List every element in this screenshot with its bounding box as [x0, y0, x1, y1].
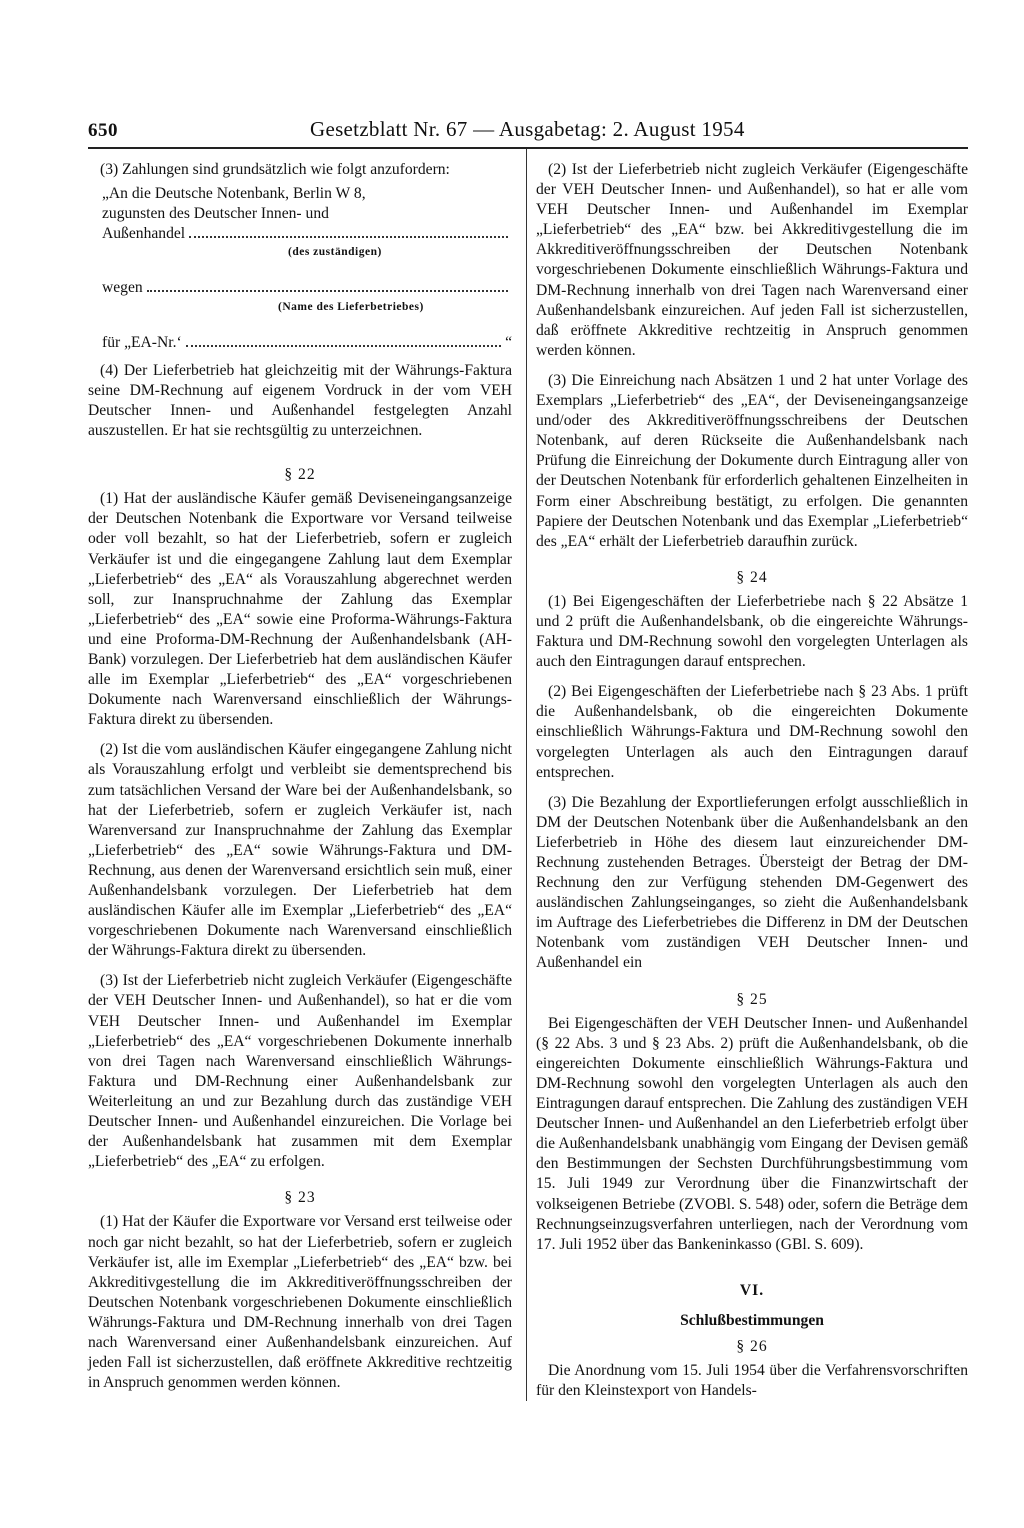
fill-dots: [189, 236, 508, 238]
form-line-2: zugunsten des Deutscher Innen- und: [102, 205, 329, 223]
section-25-paragraph-1: Bei Eigengeschäften der VEH Deutscher Innen- und Außenhandel (§ 22 Abs. 3 und § 23 Abs. 2) prüft die Außenhandelsbank, ob die eingereichten Dokumente einschließlich Währungs-Faktura und DM-Rechnung sowohl den vorgelegten Unterlagen als auch den Eintragungen darauf entsprechen. Die Zahlung des zuständigen VEH Deutscher Innen- und Außenhandel an den Lieferbetrieb erfolgt über die Außenhandelsbank unabhängig vom Eingang der Devisen gemäß den Bestimmungen der Sechsten Durchführungsbestimmung vom 15. Juli 1949 zur Verordnung über die Finanzwirtschaft der volkseigenen Betriebe (ZVOBl. S. 548) oder, sofern die Beträge dem Rechnungseinzugsverfahren unterliegen, nach der Verordnung vom 17. Juli 1952 über das Bankeninkasso (GBl. S. 609).: [536, 1014, 968, 1253]
section-23-paragraph-1: (1) Hat der Käufer die Exportware vor Versand erst teilweise oder noch gar nicht bezahlt, so hat der Lieferbetrieb, sofern er zugleich Verkäufer ist, alle im Exemplar „Lieferbetrieb“ des „EA“ bzw. bei Akkreditivgestellung die im Akkreditiveröffnungsschreiben der Deutschen Notenbank vorgeschriebenen Dokumente einschließlich Währungs-Faktura und DM-Rechnung innerhalb von drei Tagen nach Warenversand einer Außenhandelsbank einzureichen. Auf jeden Fall ist sicherzustellen, daß eröffnete Akkreditive rechtzeitig in Anspruch genommen werden können.: [88, 1213, 512, 1392]
form-closing-quote: “: [505, 333, 512, 351]
section-24-paragraph-3: (3) Die Bezahlung der Exportlieferungen erfolgt ausschließlich in DM der Deutschen Notenbank über die Außenhandelsbank an den Lieferbetrieb in Höhe des diesem laut einzureichender DM-Rechnung zustehenden Betrages. Übersteigt der Betrag der DM-Rechnung den zur Verfügung stehenden DM-Gegenwert des ausländischen Zahlungseinganges, so zieht die Außenhandelsbank im Auftrage des Lieferbetriebes die Differenz in DM der Deutschen Notenbank vom zuständigen VEH Deutscher Innen- und Außenhandel ein: [536, 793, 968, 972]
form-fill-wegen: [102, 278, 512, 298]
section-23-paragraph-3: (3) Die Einreichung nach Absätzen 1 und 2 hat unter Vorlage des Exemplars „Lieferbetrieb“ des „EA“, der Deviseneingangsanzeige und/oder des Akkreditiveröffnungsschreibens der Deutschen Notenbank, auf deren Rückseite die Außenhandelsbank nach Prüfung die Einreichung der Dokumente durch Eintragung aller von der Deutschen Notenbank für erforderlich gehaltenen Einzelheiten in Form einer Abschreibung bestätigt, zu erfolgen. Die genannten Papiere der Deutschen Notenbank und das Exemplar „Lieferbetrieb“ des „EA“ erhält der Lieferbetrieb daraufhin zurück.: [536, 371, 968, 550]
section-heading-26: § 26: [736, 1337, 768, 1355]
form-ea-label: für „EA-Nr.‘: [102, 333, 182, 351]
form-caption-company: (Name des Lieferbetriebes): [278, 300, 424, 313]
payment-form-template: [88, 184, 512, 353]
section-24-paragraph-2: (2) Bei Eigengeschäften der Lieferbetriebe nach § 23 Abs. 1 prüft die Außenhandelsbank, ob die eingereichten Dokumente einschließlich Währungs-Faktura und DM-Rechnung sowohl den vorgelegten Unterlagen als auch den Eintragungen darauf entsprechen.: [536, 683, 968, 781]
page-number: 650: [88, 120, 118, 141]
section-23-paragraph-2: (2) Ist der Lieferbetrieb nicht zugleich Verkäufer (Eigengeschäfte der VEH Deutscher Innen- und Außenhandel), so hat er alle vom VEH Deutscher Innen- und Außenhandel im Exemplar „Lieferbetrieb“ des „EA“ bzw. bei Akkreditivgestellung die im Akkreditiveröffnungsschreiben der Deutschen Notenbank vorgeschriebenen Dokumente einschließlich Währungs-Faktura und DM-Rechnung innerhalb von drei Tagen nach Warenversand einer Außenhandelsbank einzureichen. Auf jeden Fall ist sicherzustellen, daß eröffnete Akkreditive rechtzeitig in Anspruch genommen werden können.: [536, 161, 968, 359]
form-wegen-label: wegen: [102, 279, 143, 297]
section-22-paragraph-3: (3) Ist der Lieferbetrieb nicht zugleich Verkäufer (Eigengeschäfte der VEH Deutscher Innen- und Außenhandel), so hat er die vom VEH Deutscher Innen- und Außenhandel im Exemplar „Lieferbetrieb“ des „EA“ vorgeschriebenen Dokumente innerhalb von drei Tagen nach Warenversand einschließlich Währungs-Faktura und DM-Rechnung einer Außenhandelsbank zur Weiterleitung an und zur Bezahlung durch das zuständige VEH Deutscher Innen- und Außenhandel einzureichen. Die Vorlage bei der Außenhandelsbank hat zusammen mit dem Exemplar „Lieferbetrieb“ des „EA“ zu erfolgen.: [88, 972, 512, 1171]
form-fill-department: [102, 224, 512, 244]
fill-dots: [186, 345, 501, 347]
form-line-3: Außenhandel: [102, 225, 186, 243]
form-line-1: „An die Deutsche Notenbank, Berlin W 8,: [102, 185, 366, 203]
paragraph-3: (3) Zahlungen sind grundsätzlich wie folgt anzufordern:: [100, 161, 450, 178]
header-rule: [88, 147, 968, 149]
paragraph-4: (4) Der Lieferbetrieb hat gleichzeitig mit der Währungs-Faktura seine DM-Rechnung auf eigenem Vordruck in der vom VEH Deutscher Innen- und Außenhandel festgelegten Anzahl auszustellen. Er hat sie rechtsgültig zu unterzeichnen.: [88, 361, 512, 440]
section-heading-24: § 24: [736, 568, 768, 586]
gazette-title: Gesetzblatt Nr. 67 — Ausgabetag: 2. August 1954: [310, 117, 745, 141]
section-heading-23: § 23: [284, 1189, 316, 1207]
fill-dots: [147, 290, 508, 292]
section-22-paragraph-1: (1) Hat der ausländische Käufer gemäß Deviseneingangsanzeige der Deutschen Notenbank die Exportware vor Versand teilweise oder voll bezahlt, so hat der Lieferbetrieb, sofern er zugleich Verkäufer ist und die eingegangene Zahlung laut dem Exemplar „Lieferbetrieb“ des „EA“ als Vorauszahlung abgerechnet werden soll, zur Inanspruchnahme der Zahlung das Exemplar „Lieferbetrieb“ des „EA“ sowie eine Proforma-Währungs-Faktura und eine Proforma-DM-Rechnung der Außenhandelsbank (AH-Bank) vorzulegen. Der Lieferbetrieb hat dem ausländischen Käufer alle im Exemplar „Lieferbetrieb“ des „EA“ vorgeschriebenen Dokumente nach Warenversand einschließlich der Währungs-Faktura direkt zu übersenden.: [88, 490, 512, 729]
section-24-paragraph-1: (1) Bei Eigengeschäften der Lieferbetriebe nach § 22 Absätze 1 und 2 prüft die Außenhandelsbank, ob die eingereichte Währungs-Faktura und DM-Rechnung sowohl den vorgelegten Unterlagen als auch den Eintragungen darauf entsprechen.: [536, 592, 968, 671]
section-26-paragraph-1: Die Anordnung vom 15. Juli 1954 über die Verfahrensvorschriften für den Kleinstexport von Handels-: [536, 1362, 968, 1400]
form-caption-department: (des zuständigen): [288, 246, 382, 259]
part-heading: VI.: [739, 1281, 765, 1299]
right-column: [536, 160, 968, 1411]
section-22-paragraph-2: (2) Ist die vom ausländischen Käufer eingegangene Zahlung nicht als Vorauszahlung erfolgt und verbleibt sie dementsprechend bis zum tatsächlichen Versand der Ware bei der Außenhandelsbank, so hat der Lieferbetrieb, sofern er zugleich Verkäufer ist, nach Warenversand zur Inanspruchnahme der Zahlung das Exemplar „Lieferbetrieb“ des „EA“ sowie Währungs-Faktura und DM-Rechnung, aus denen der Warenversand ersichtlich sein muß, einer Außenhandelsbank vorzulegen. Der Lieferbetrieb hat dem ausländischen Käufer alle im Exemplar „Lieferbetrieb“ des „EA“ vorgeschriebenen Dokumente nach Warenversand einschließlich der Währungs-Faktura direkt zu übersenden.: [88, 741, 512, 960]
column-divider: [526, 149, 527, 1401]
part-title: Schlußbestimmungen: [680, 1311, 824, 1329]
section-heading-25: § 25: [736, 990, 768, 1008]
left-column: [88, 160, 512, 1403]
form-fill-ea-number: [102, 333, 512, 353]
page-header: [88, 112, 968, 146]
section-heading-22: § 22: [284, 466, 316, 484]
